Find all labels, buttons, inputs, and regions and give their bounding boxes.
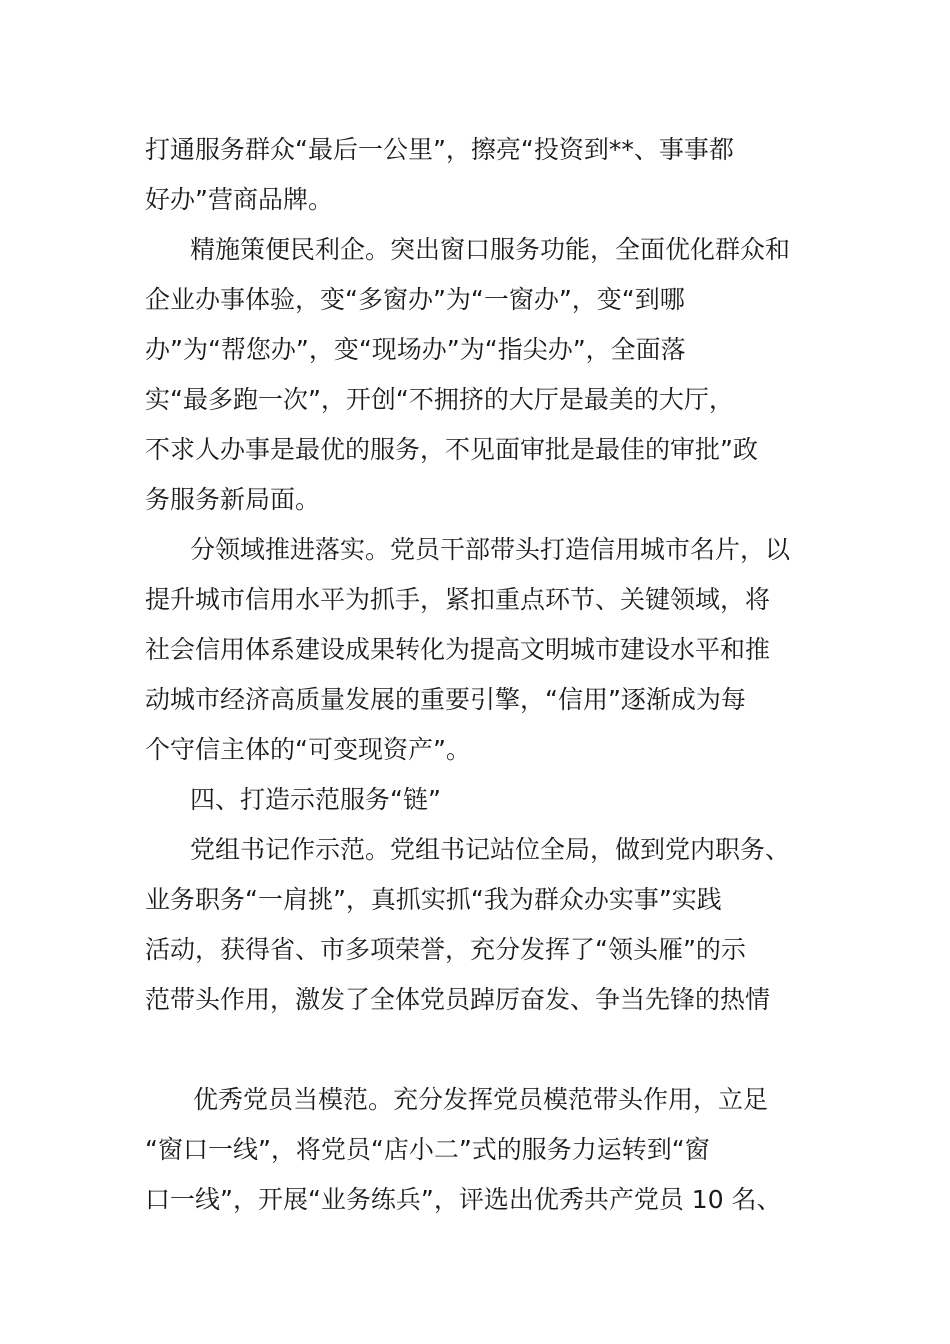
paragraph-start: 党组书记作示范。党组书记站位全局，做到党内职务、 [190, 835, 791, 864]
text-line: 不求人办事是最优的服务，不见面审批是最佳的审批”政 [145, 435, 758, 464]
text-line: 个守信主体的“可变现资产”。 [145, 735, 471, 764]
text-line: 活动，获得省、市多项荣誉，充分发挥了“领头雁”的示 [145, 935, 746, 964]
paragraph-start: 优秀党员当模范。充分发挥党员模范带头作用，立足 [193, 1085, 769, 1114]
text-line: 范带头作用，激发了全体党员踔厉奋发、争当先锋的热情 [145, 985, 771, 1014]
paragraph-start: 分领域推进落实。党员干部带头打造信用城市名片，以 [190, 535, 791, 564]
text-line: 口一线”，开展“业务练兵”，评选出优秀共产党员 10 名、 [145, 1185, 782, 1214]
text-line: 打通服务群众“最后一公里”，擦亮“投资到**、事事都 [145, 135, 734, 164]
text-line: 企业办事体验，变“多窗办”为“一窗办”，变“到哪 [145, 285, 685, 314]
text-line: 提升城市信用水平为抓手，紧扣重点环节、关键领域，将 [145, 585, 771, 614]
text-line: 社会信用体系建设成果转化为提高文明城市建设水平和推 [145, 635, 771, 664]
text-line: 实“最多跑一次”，开创“不拥挤的大厅是最美的大厅， [145, 385, 734, 414]
text-line: 动城市经济高质量发展的重要引擎，“信用”逐渐成为每 [145, 685, 746, 714]
text-line: 业务职务“一肩挑”，真抓实抓“我为群众办实事”实践 [145, 885, 722, 914]
paragraph-start: 精施策便民利企。突出窗口服务功能，全面优化群众和 [190, 235, 791, 264]
text-line: 办”为“帮您办”，变“现场办”为“指尖办”，全面落 [145, 335, 686, 364]
section-heading: 四、打造示范服务“链” [190, 785, 441, 814]
text-line: “窗口一线”，将党员“店小二”式的服务力运转到“窗 [145, 1135, 710, 1164]
text-line: 好办”营商品牌。 [145, 185, 333, 214]
text-line: 务服务新局面。 [145, 485, 321, 514]
